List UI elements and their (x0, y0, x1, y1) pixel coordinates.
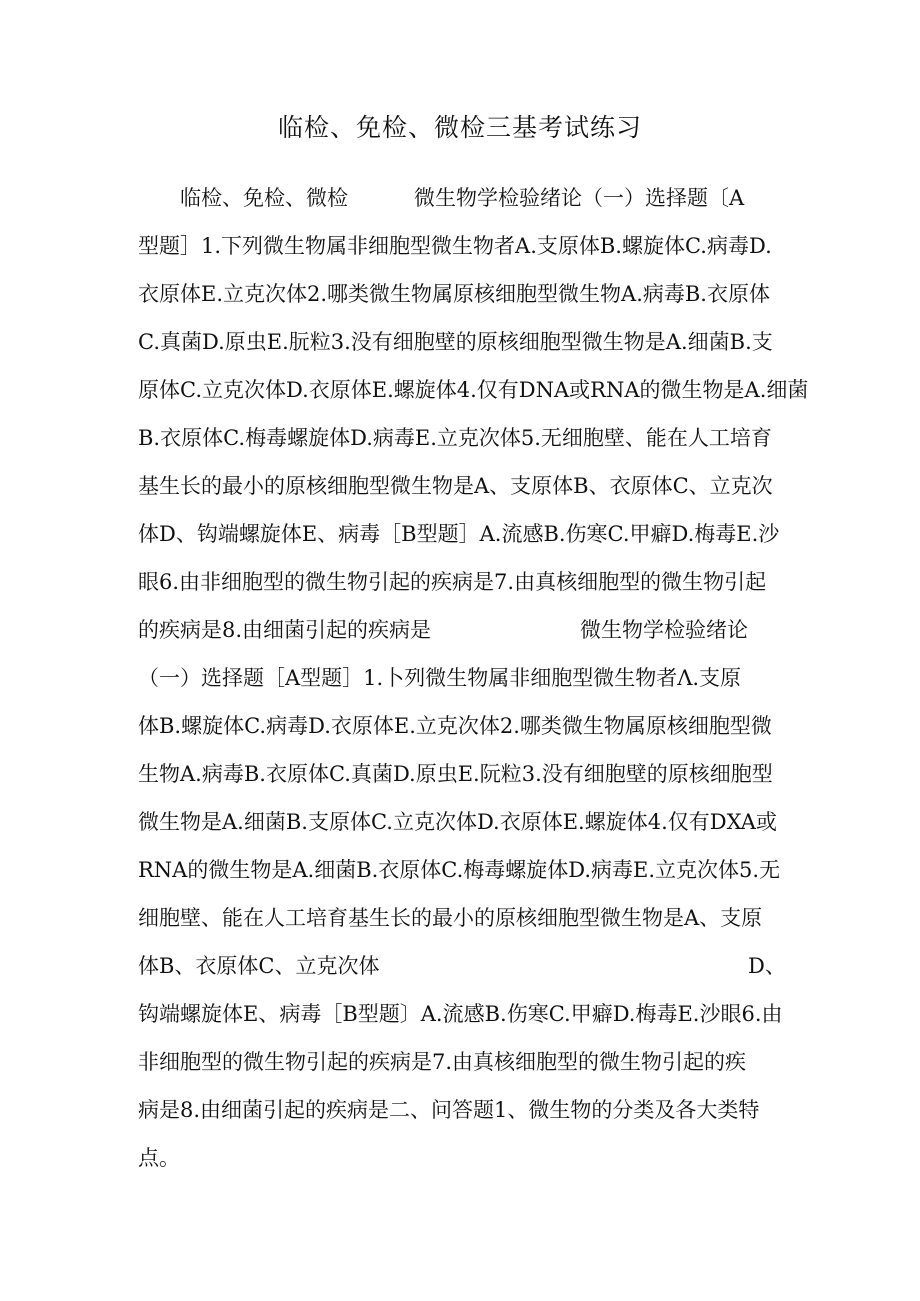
text-segment: 型题］1.下列微生物属非细胞型微生物者A.支原体B.螺旋体C.病毒D. (138, 234, 772, 258)
text-segment: 眼6.由非细胞型的微生物引起的疾病是7.由真核细胞型的微生物引起 (138, 570, 767, 594)
text-line-14 (138, 798, 788, 846)
text-line-15 (138, 846, 788, 894)
text-segment: （一）选择题［A型题］1.卜列微生物属非细胞型微生物者Λ.支原 (138, 666, 742, 690)
text-segment: 微生物学检验绪论 (580, 618, 748, 642)
text-line-19 (138, 1038, 788, 1086)
text-segment: 微生物是A.细菌B.支原体C.立克次体D.衣原体E.螺旋体4.仅有DXA或 (138, 810, 777, 834)
document-body (138, 174, 809, 1182)
text-segment: 临检、免检、微检 (180, 186, 348, 210)
text-segment: RNA的微生物是A.细菌B.衣原体C.梅毒螺旋体D.病毒E.立克次体5.无 (138, 858, 781, 882)
text-segment: 原体C.立克次体D.衣原体E.螺旋体4.仅有DNA或RNA的微生物是A.细菌 (138, 378, 809, 402)
text-segment: D、 (748, 954, 786, 978)
text-segment: 点。 (138, 1146, 180, 1170)
text-segment: 钩端螺旋体E、病毒［B型题〕A.流感B.伤寒C.甲癖D.梅毒E.沙眼6.由 (138, 1002, 783, 1026)
text-line-3 (138, 270, 788, 318)
document-title: 临检、免检、微检三基考试练习 (277, 113, 642, 142)
text-line-2 (138, 222, 788, 270)
text-segment: 病是8.由细菌引起的疾病是二、问答题1、微生物的分类及各大类特 (138, 1098, 760, 1122)
text-line-11 (138, 654, 788, 702)
text-segment: C.真菌D.原虫E.朊粒3.没有细胞壁的原核细胞型微生物是A.细菌B.支 (138, 330, 773, 354)
text-line-7 (138, 462, 788, 510)
text-line-4 (138, 318, 788, 366)
text-line-13 (138, 750, 788, 798)
text-line-8 (138, 510, 788, 558)
text-line-12 (138, 702, 788, 750)
text-line-9 (138, 558, 788, 606)
text-segment: 衣原体E.立克次体2.哪类微生物属原核细胞型微生物A.病毒B.衣原体 (138, 282, 770, 306)
text-segment: 非细胞型的微生物引起的疾病是7.由真核细胞型的微生物引起的疾 (138, 1050, 747, 1074)
text-segment: 微生物学检验绪论（一）选择题〔A (414, 186, 745, 210)
text-line-10 (138, 606, 788, 654)
text-segment: 细胞壁、能在人工培育基生长的最小的原核细胞型微生物是A、支原 (138, 906, 763, 930)
text-line-5 (138, 366, 809, 414)
text-segment: 的疾病是8.由细菌引起的疾病是 (138, 618, 432, 642)
text-line-21 (138, 1134, 788, 1182)
text-line-6 (138, 414, 788, 462)
text-line-1 (138, 174, 788, 222)
text-line-17 (138, 942, 788, 990)
text-segment: 基生长的最小的原核细胞型微生物是A、支原体B、衣原体C、立克次 (138, 474, 773, 498)
text-segment: 生物A.病毒B.衣原体C.真菌D.原虫E.阮粒3.没有细胞壁的原核细胞型 (138, 762, 773, 786)
text-line-18 (138, 990, 788, 1038)
text-line-20 (138, 1086, 788, 1134)
text-segment: 体B.螺旋体C.病毒D.衣原体E.立克次体2.哪类微生物属原核细胞型微 (138, 714, 772, 738)
text-line-16 (138, 894, 788, 942)
text-segment: 体D、钩端螺旋体E、病毒［B型题］A.流感B.伤寒C.甲癖D.梅毒E.沙 (138, 522, 780, 546)
text-segment: 体B、衣原体C、立克次体 (138, 954, 380, 978)
text-segment: B.衣原体C.梅毒螺旋体D.病毒E.立克次体5.无细胞壁、能在人工培育 (138, 426, 772, 450)
